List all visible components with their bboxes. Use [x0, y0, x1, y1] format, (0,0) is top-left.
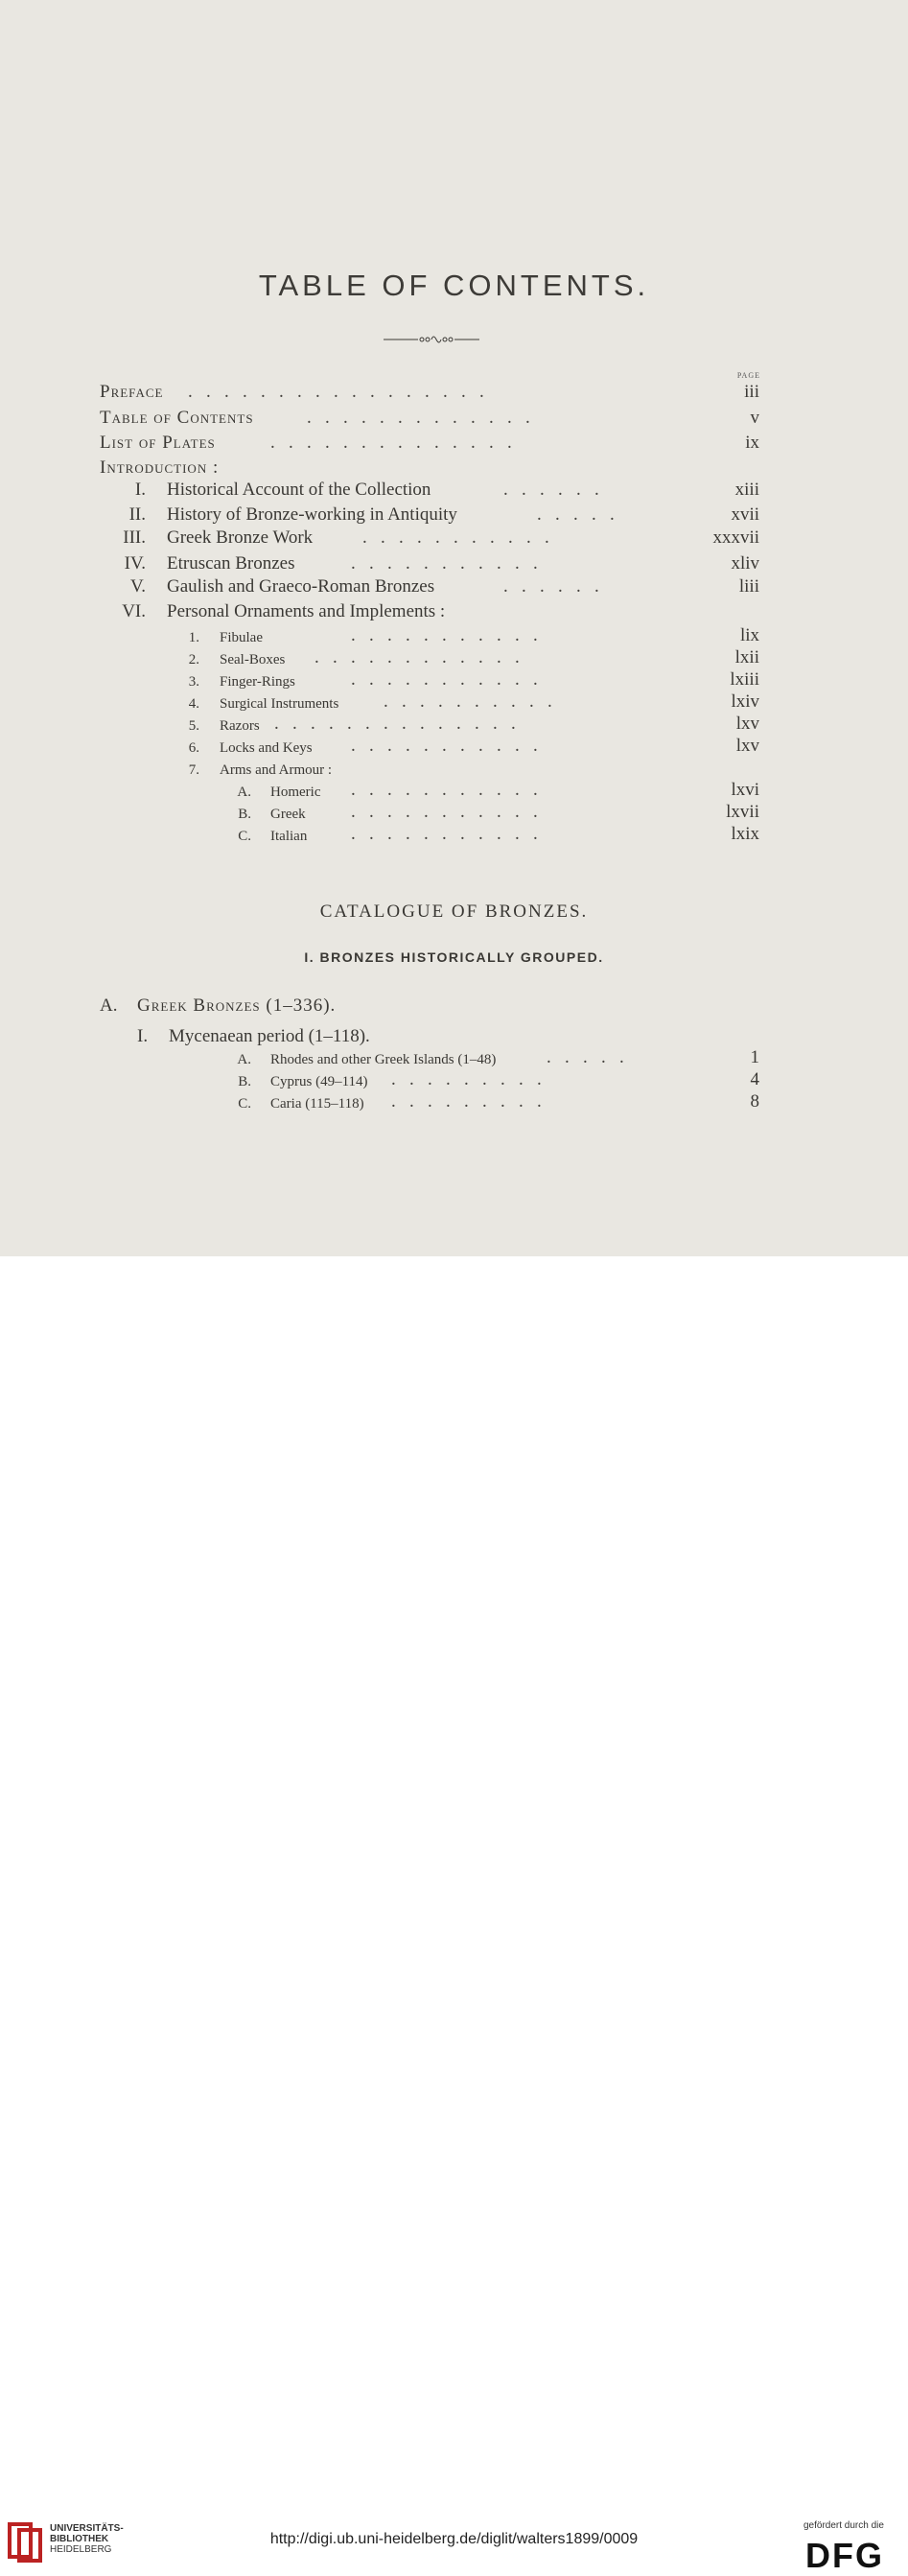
toc-num: IV.: [124, 553, 146, 574]
toc-page: lxix: [731, 824, 759, 844]
toc-entry-personal-ornaments[interactable]: Personal Ornaments and Implements :: [167, 601, 446, 621]
toc-entry-historical-account[interactable]: Historical Account of the Collection: [167, 480, 431, 500]
toc-entry-greek[interactable]: Greek: [270, 807, 306, 822]
toc-entry-arms-and-armour[interactable]: Arms and Armour :: [220, 762, 333, 778]
toc-page: 4: [750, 1069, 759, 1089]
toc-label: List of Plates: [100, 433, 216, 453]
toc-num: VI.: [122, 601, 146, 621]
toc-letter: C.: [238, 1096, 251, 1112]
catalogue-subtitle: I. BRONZES HISTORICALLY GROUPED.: [304, 949, 604, 965]
toc-entry-greek-bronze-work[interactable]: Greek Bronze Work: [167, 527, 314, 548]
toc-page: liii: [738, 576, 759, 597]
toc-letter: C.: [238, 829, 251, 844]
toc-letter: A.: [237, 1052, 251, 1067]
toc-num: 7.: [188, 762, 199, 778]
toc-introduction-heading: Introduction :: [100, 457, 220, 478]
toc-entry-seal-boxes[interactable]: Seal-Boxes: [220, 652, 286, 667]
toc-num: 6.: [188, 740, 199, 756]
toc-entry-table-of-contents[interactable]: [100, 408, 254, 429]
toc-entry-gaulish-graeco-roman[interactable]: Gaulish and Graeco-Roman Bronzes: [167, 576, 435, 597]
toc-num: III.: [123, 527, 146, 548]
toc-entry-locks-and-keys[interactable]: Locks and Keys: [220, 740, 313, 756]
toc-num: 3.: [188, 674, 199, 690]
toc-page: 8: [750, 1091, 759, 1112]
toc-num: V.: [129, 576, 146, 597]
catalogue-mycenaean-heading[interactable]: Mycenaean period (1–118).: [169, 1026, 370, 1046]
library-name: UNIVERSITÄTS- BIBLIOTHEK HEIDELBERG: [50, 2523, 124, 2555]
toc-page: xliv: [731, 553, 759, 574]
toc-page: lxii: [734, 647, 759, 667]
catalogue-title: CATALOGUE OF BRONZES.: [319, 902, 589, 922]
scanned-page: TABLE OF CONTENTS. PAGE Preface . . . . . . . . . . . . . . . . . iii Table of Contents . . . . . . . . . . . . . v List of Plates . . . . . . . . . . . . . . ix Introduction : I. Historical Account of the Collection . . . . . . xiii II. History of Bronze-working in Antiquity . . . . . xvii III. Greek Bronze Work . . . . . . . . . . . xxxvii IV. Etruscan Bronzes . . . . . . . . . . . xliv V. Gaulish and Graeco-Roman Bronzes . . . . . . liii VI. Personal Ornaments and Implements : 1. Fibulae . . . . . . . . . . . lix 2. Seal-Boxes . . . . . . . . . . . . lxii 3. Finger-Rings . . . . . . . . . . . lxiii 4. Surgical Instruments . . . . . . . . . . lxiv 5. Razors . . . . . . . . . . . . . . lxv 6. Locks and Keys . . . . . . . . . . . lxv 7. Arms and Armour : A. Homeric . . . . . . . . . . . lxvi B. Greek . . . . . . . . . . . lxvii C. Italian . . . . . . . . . . . lxix CATALOGUE OF BRONZES. I. BRONZES HISTORICALLY GROUPED. A. Greek Bronzes (1–336). I. Mycenaean period (1–118). A. Rhodes and other Greek Islands (1–48) . . . . . 1 B. Cyprus (49–114) . . . . . . . . . 4 C. Caria (115–118) . . . . . . . . . 8: [0, 0, 908, 1256]
catalogue-section-letter: A.: [100, 995, 118, 1016]
toc-num: I.: [134, 480, 146, 500]
toc-letter: B.: [238, 1074, 251, 1089]
toc-num: 5.: [188, 718, 199, 734]
toc-num: 1.: [188, 630, 199, 645]
toc-page: iii: [744, 382, 759, 402]
page-column-header: PAGE: [736, 371, 760, 380]
toc-page: 1: [750, 1047, 759, 1067]
toc-num: 2.: [188, 652, 199, 667]
dfg-logo[interactable]: DFG: [805, 2536, 884, 2575]
funding-note: gefördert durch die: [803, 2520, 884, 2531]
toc-num: 4.: [188, 696, 199, 712]
toc-page: xxxvii: [712, 527, 759, 548]
toc-letter: A.: [237, 785, 251, 800]
catalogue-sub-num: I.: [137, 1026, 149, 1046]
toc-entry-surgical-instruments[interactable]: Surgical Instruments: [220, 696, 339, 712]
toc-page: xvii: [731, 504, 759, 525]
toc-page: lxiv: [731, 691, 759, 712]
toc-page: v: [750, 408, 759, 428]
toc-page: ix: [745, 433, 759, 453]
toc-entry-razors[interactable]: Razors: [220, 718, 260, 734]
toc-page: lix: [739, 625, 759, 645]
toc-entry-list-of-plates[interactable]: [100, 433, 216, 454]
toc-page: xiii: [734, 480, 759, 500]
toc-page: lxvi: [731, 780, 759, 800]
toc-page: lxv: [735, 736, 759, 756]
toc-label: Preface: [100, 382, 164, 402]
catalogue-greek-bronzes-heading[interactable]: Greek Bronzes (1–336).: [137, 995, 337, 1016]
toc-page: lxiii: [730, 669, 759, 690]
toc-entry-etruscan-bronzes[interactable]: Etruscan Bronzes: [167, 553, 295, 574]
permalink-url[interactable]: http://digi.ub.uni-heidelberg.de/diglit/walters1899/0009: [269, 2531, 639, 2547]
toc-entry-caria[interactable]: Caria (115–118): [270, 1096, 364, 1112]
toc-letter: B.: [238, 807, 251, 822]
toc-entry-rhodes[interactable]: Rhodes and other Greek Islands (1–48): [270, 1052, 497, 1067]
footer-bar: [0, 1256, 908, 2575]
toc-entry-finger-rings[interactable]: Finger-Rings: [220, 674, 295, 690]
toc-entry-history-bronze-working[interactable]: History of Bronze-working in Antiquity: [167, 504, 457, 525]
toc-page: lxvii: [726, 802, 759, 822]
toc-entry-fibulae[interactable]: Fibulae: [220, 630, 263, 645]
page-title: TABLE OF CONTENTS.: [258, 269, 650, 302]
toc-entry-homeric[interactable]: Homeric: [270, 785, 321, 800]
toc-entry-preface[interactable]: [100, 382, 163, 403]
toc-entry-italian[interactable]: Italian: [270, 829, 308, 844]
toc-entry-cyprus[interactable]: Cyprus (49–114): [270, 1074, 368, 1089]
toc-page: lxv: [735, 714, 759, 734]
ornament-divider: [384, 330, 479, 347]
toc-label: Table of Contents: [100, 408, 254, 428]
toc-num: II.: [128, 504, 146, 525]
